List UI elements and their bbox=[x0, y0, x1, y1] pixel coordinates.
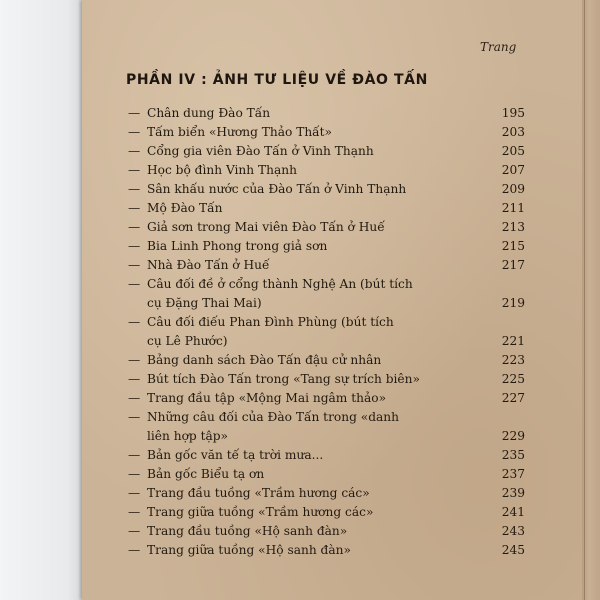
entry-page-number: 243 bbox=[501, 524, 525, 538]
entry-dash: — bbox=[128, 125, 141, 139]
toc-entry bbox=[128, 484, 528, 503]
entry-dash: — bbox=[128, 448, 141, 462]
toc-entry bbox=[128, 465, 528, 484]
entry-title: Cổng gia viên Đào Tấn ở Vinh Thạnh bbox=[147, 144, 374, 158]
entry-title: Những câu đối của Đào Tấn trong «danh liên hợp tập» bbox=[147, 410, 399, 443]
entry-title: Bản gốc văn tế tạ trời mưa... bbox=[147, 448, 324, 462]
entry-title: Mộ Đào Tấn bbox=[147, 201, 223, 215]
entry-title: Bút tích Đào Tấn trong «Tang sự trích biên» bbox=[147, 372, 420, 386]
entry-title: Tấm biển «Hương Thảo Thất» bbox=[147, 125, 333, 139]
entry-dash: — bbox=[128, 353, 141, 367]
entry-dash: — bbox=[128, 106, 141, 120]
toc-entry bbox=[128, 313, 528, 351]
toc-entry bbox=[128, 275, 528, 313]
toc-entry bbox=[128, 180, 528, 199]
entry-dash: — bbox=[128, 410, 141, 424]
toc-entry bbox=[128, 161, 528, 180]
entry-title: Bản gốc Biểu tạ ơn bbox=[147, 467, 265, 481]
entry-page-number: 209 bbox=[501, 182, 525, 196]
entry-title: Giả sơn trong Mai viên Đào Tấn ở Huế bbox=[147, 220, 385, 234]
page-edge bbox=[582, 0, 600, 600]
toc-entry bbox=[128, 522, 528, 541]
entry-page-number: 225 bbox=[501, 372, 525, 386]
entry-page-number: 239 bbox=[501, 486, 525, 500]
entry-page-number: 213 bbox=[501, 220, 525, 234]
entry-page-number: 235 bbox=[501, 448, 525, 462]
entry-title: Trang giữa tuồng «Hộ sanh đàn» bbox=[147, 543, 351, 557]
entry-page-number: 223 bbox=[501, 353, 525, 367]
entry-page-number: 219 bbox=[501, 296, 525, 310]
entry-page-number: 217 bbox=[501, 258, 525, 272]
entry-page-number: 241 bbox=[501, 505, 525, 519]
entry-page-number: 229 bbox=[501, 429, 525, 443]
toc-entry bbox=[128, 237, 528, 256]
entry-page-number: 215 bbox=[501, 239, 525, 253]
toc-entry bbox=[128, 370, 528, 389]
toc-entry bbox=[128, 256, 528, 275]
entry-dash: — bbox=[128, 277, 141, 291]
entry-dash: — bbox=[128, 505, 141, 519]
toc-entry bbox=[128, 351, 528, 370]
toc-entry bbox=[128, 199, 528, 218]
toc-entry bbox=[128, 218, 528, 237]
entry-page-number: 211 bbox=[501, 201, 525, 215]
entry-dash: — bbox=[128, 524, 141, 538]
entry-page-number: 207 bbox=[501, 163, 525, 177]
entry-dash: — bbox=[128, 258, 141, 272]
background-left bbox=[0, 0, 84, 600]
entry-title: Trang đầu tuồng «Hộ sanh đàn» bbox=[147, 524, 348, 538]
entry-title: Bia Linh Phong trong giả sơn bbox=[147, 239, 328, 253]
entry-title: Bảng danh sách Đào Tấn đậu cử nhân bbox=[147, 353, 382, 367]
toc-entry bbox=[128, 104, 528, 123]
entry-page-number: 245 bbox=[501, 543, 525, 557]
entry-dash: — bbox=[128, 144, 141, 158]
entry-page-number: 227 bbox=[501, 391, 525, 405]
entry-title: Trang đầu tuồng «Trầm hương các» bbox=[147, 486, 370, 500]
entry-title: Câu đối điếu Phan Đình Phùng (bút tích cụ Lê Phước) bbox=[147, 315, 394, 348]
toc-entry bbox=[128, 408, 528, 446]
toc-entry bbox=[128, 123, 528, 142]
entry-page-number: 195 bbox=[501, 106, 525, 120]
entry-dash: — bbox=[128, 486, 141, 500]
entry-dash: — bbox=[128, 543, 141, 557]
entry-title: Trang đầu tập «Mộng Mai ngâm thảo» bbox=[147, 391, 387, 405]
entry-dash: — bbox=[128, 239, 141, 253]
entry-dash: — bbox=[128, 372, 141, 386]
entry-page-number: 221 bbox=[501, 334, 525, 348]
entry-title: Học bộ đình Vinh Thạnh bbox=[147, 163, 297, 177]
toc-entry bbox=[128, 503, 528, 522]
entry-dash: — bbox=[128, 391, 141, 405]
entry-title: Nhà Đào Tấn ở Huế bbox=[147, 258, 270, 272]
entry-title: Sân khấu nước của Đào Tấn ở Vinh Thạnh bbox=[147, 182, 407, 196]
entry-dash: — bbox=[128, 182, 141, 196]
entry-title: Câu đối đề ở cổng thành Nghệ An (bút tích cụ Đặng Thai Mai) bbox=[147, 277, 413, 310]
entry-dash: — bbox=[128, 201, 141, 215]
entry-dash: — bbox=[128, 467, 141, 481]
entry-dash: — bbox=[128, 163, 141, 177]
table-of-contents bbox=[128, 104, 528, 560]
entry-dash: — bbox=[128, 220, 141, 234]
section-title: PHẦN IV : ẢNH TƯ LIỆU VỀ ĐÀO TẤN bbox=[126, 72, 428, 88]
entry-title: Chân dung Đào Tấn bbox=[147, 106, 271, 120]
entry-page-number: 205 bbox=[501, 144, 525, 158]
toc-entry bbox=[128, 142, 528, 161]
entry-dash: — bbox=[128, 315, 141, 329]
toc-entry bbox=[128, 541, 528, 560]
toc-entry bbox=[128, 446, 528, 465]
entry-page-number: 203 bbox=[501, 125, 525, 139]
page-column-label: Trang bbox=[480, 40, 517, 54]
toc-entry bbox=[128, 389, 528, 408]
entry-title: Trang giữa tuồng «Trầm hương các» bbox=[147, 505, 374, 519]
entry-page-number: 237 bbox=[501, 467, 525, 481]
